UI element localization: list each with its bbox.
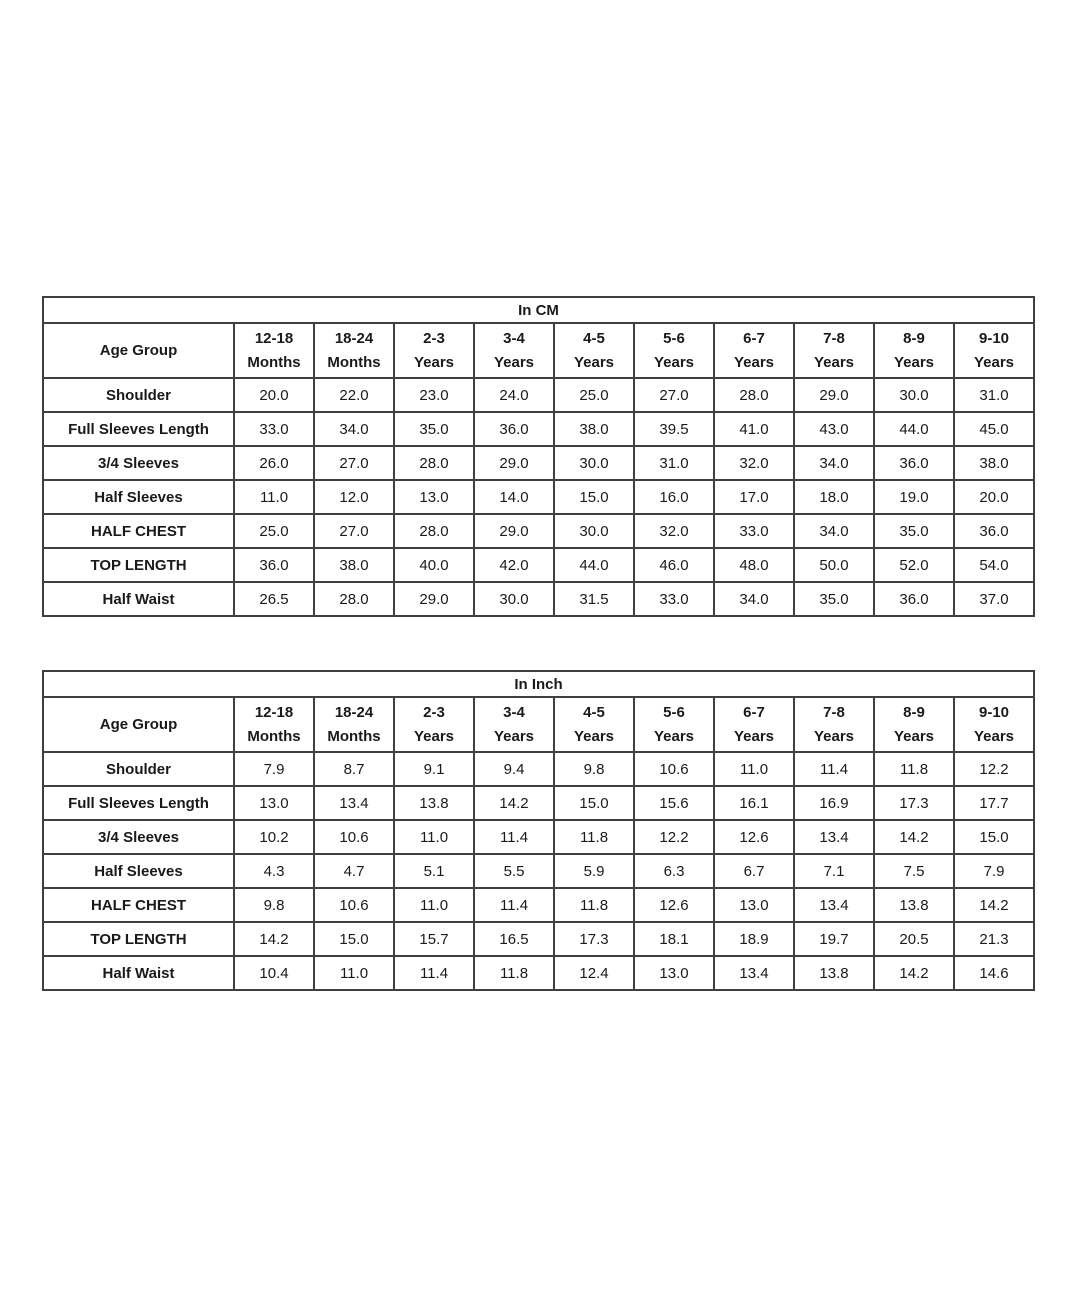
measurement-cell: 33.0 [714,514,794,548]
measurement-cell: 31.0 [634,446,714,480]
measurement-cell: 7.1 [794,854,874,888]
measurement-cell: 5.9 [554,854,634,888]
measurement-cell: 36.0 [234,548,314,582]
column-header-line2: Years [973,353,1015,371]
row-label: Half Sleeves [43,854,234,888]
measurement-cell: 20.0 [234,378,314,412]
column-header [554,697,634,752]
column-header [714,697,794,752]
column-header-line2: Years [573,727,615,745]
measurement-cell: 13.4 [794,888,874,922]
measurement-cell: 38.0 [954,446,1034,480]
measurement-cell: 44.0 [554,548,634,582]
column-header-line1: 6-7 [743,329,765,347]
measurement-cell: 38.0 [554,412,634,446]
table-title-row [43,671,1034,697]
measurement-cell: 11.8 [554,820,634,854]
measurement-cell: 39.5 [634,412,714,446]
row-label: Shoulder [43,378,234,412]
column-header [314,323,394,378]
measurement-cell: 9.4 [474,752,554,786]
table-title: In Inch [43,671,1034,697]
measurement-cell: 12.4 [554,956,634,990]
measurement-cell: 18.9 [714,922,794,956]
size-table-cm [42,296,1035,617]
measurement-cell: 14.2 [474,786,554,820]
column-header-line2: Years [973,727,1015,745]
measurement-cell: 18.1 [634,922,714,956]
measurement-cell: 12.6 [634,888,714,922]
column-header-line1: 5-6 [663,703,685,721]
measurement-cell: 34.0 [794,446,874,480]
row-label: Half Waist [43,582,234,616]
column-header [954,323,1034,378]
column-header-line1: 2-3 [423,329,445,347]
measurement-cell: 31.5 [554,582,634,616]
age-group-header: Age Group [43,323,234,378]
measurement-cell: 14.2 [874,956,954,990]
table-row [43,548,1034,582]
measurement-cell: 18.0 [794,480,874,514]
column-header [554,323,634,378]
measurement-cell: 11.4 [394,956,474,990]
measurement-cell: 31.0 [954,378,1034,412]
column-header [634,697,714,752]
measurement-cell: 45.0 [954,412,1034,446]
measurement-cell: 34.0 [314,412,394,446]
column-header-line1: 3-4 [503,329,525,347]
measurement-cell: 10.2 [234,820,314,854]
column-header [874,697,954,752]
measurement-cell: 4.3 [234,854,314,888]
column-header [394,697,474,752]
column-header-line1: 18-24 [334,703,374,721]
measurement-cell: 11.4 [474,820,554,854]
column-header-line2: Years [413,727,455,745]
measurement-cell: 41.0 [714,412,794,446]
measurement-cell: 13.0 [234,786,314,820]
measurement-cell: 11.4 [474,888,554,922]
column-header-line1: 9-10 [978,703,1010,721]
measurement-cell: 13.4 [314,786,394,820]
measurement-cell: 17.3 [874,786,954,820]
measurement-cell: 11.0 [314,956,394,990]
column-header-line1: 6-7 [743,703,765,721]
measurement-cell: 4.7 [314,854,394,888]
measurement-cell: 16.0 [634,480,714,514]
row-label: TOP LENGTH [43,922,234,956]
measurement-cell: 52.0 [874,548,954,582]
measurement-cell: 13.0 [634,956,714,990]
measurement-cell: 17.3 [554,922,634,956]
column-header [794,697,874,752]
measurement-cell: 11.0 [234,480,314,514]
measurement-cell: 6.7 [714,854,794,888]
column-header-line1: 12-18 [254,703,294,721]
measurement-cell: 40.0 [394,548,474,582]
measurement-cell: 17.7 [954,786,1034,820]
table-row [43,854,1034,888]
column-header [634,323,714,378]
measurement-cell: 35.0 [794,582,874,616]
table-row [43,820,1034,854]
measurement-cell: 33.0 [634,582,714,616]
measurement-cell: 13.4 [794,820,874,854]
measurement-cell: 13.8 [874,888,954,922]
measurement-cell: 15.0 [954,820,1034,854]
measurement-cell: 6.3 [634,854,714,888]
measurement-cell: 48.0 [714,548,794,582]
column-header-line2: Years [733,353,775,371]
measurement-cell: 9.8 [554,752,634,786]
measurement-cell: 35.0 [394,412,474,446]
measurement-cell: 50.0 [794,548,874,582]
measurement-cell: 29.0 [474,514,554,548]
column-header-line2: Years [493,727,535,745]
column-header [474,323,554,378]
measurement-cell: 19.0 [874,480,954,514]
column-header [874,323,954,378]
column-header-line1: 9-10 [978,329,1010,347]
measurement-cell: 11.8 [554,888,634,922]
measurement-cell: 22.0 [314,378,394,412]
measurement-cell: 13.8 [794,956,874,990]
measurement-cell: 15.0 [554,480,634,514]
measurement-cell: 25.0 [234,514,314,548]
table-row [43,446,1034,480]
measurement-cell: 12.2 [634,820,714,854]
column-header [234,697,314,752]
table-title: In CM [43,297,1034,323]
measurement-cell: 12.0 [314,480,394,514]
column-header-line2: Months [327,727,381,745]
table-row [43,412,1034,446]
measurement-cell: 29.0 [794,378,874,412]
measurement-cell: 36.0 [954,514,1034,548]
measurement-cell: 14.2 [234,922,314,956]
column-header-line1: 7-8 [823,703,845,721]
measurement-cell: 25.0 [554,378,634,412]
measurement-cell: 28.0 [314,582,394,616]
column-header [794,323,874,378]
measurement-cell: 27.0 [314,514,394,548]
measurement-cell: 42.0 [474,548,554,582]
column-header [474,697,554,752]
table-header-row [43,323,1034,378]
row-label: HALF CHEST [43,888,234,922]
measurement-cell: 15.0 [314,922,394,956]
column-header [954,697,1034,752]
measurement-cell: 54.0 [954,548,1034,582]
column-header-line1: 7-8 [823,329,845,347]
measurement-cell: 28.0 [714,378,794,412]
measurement-cell: 14.2 [874,820,954,854]
column-header-line2: Years [813,353,855,371]
measurement-cell: 36.0 [474,412,554,446]
measurement-cell: 13.0 [394,480,474,514]
measurement-cell: 24.0 [474,378,554,412]
measurement-cell: 14.2 [954,888,1034,922]
measurement-cell: 13.4 [714,956,794,990]
measurement-cell: 16.1 [714,786,794,820]
column-header [714,323,794,378]
measurement-cell: 8.7 [314,752,394,786]
measurement-cell: 5.1 [394,854,474,888]
table-row [43,956,1034,990]
measurement-cell: 10.6 [314,888,394,922]
measurement-cell: 30.0 [874,378,954,412]
measurement-cell: 34.0 [794,514,874,548]
measurement-cell: 16.5 [474,922,554,956]
column-header-line1: 18-24 [334,329,374,347]
measurement-cell: 17.0 [714,480,794,514]
measurement-cell: 11.8 [474,956,554,990]
table-row [43,378,1034,412]
measurement-cell: 30.0 [554,446,634,480]
column-header [234,323,314,378]
measurement-cell: 38.0 [314,548,394,582]
row-label: TOP LENGTH [43,548,234,582]
measurement-cell: 11.0 [394,888,474,922]
measurement-cell: 29.0 [394,582,474,616]
column-header-line2: Years [413,353,455,371]
measurement-cell: 32.0 [714,446,794,480]
row-label: Shoulder [43,752,234,786]
table-row [43,922,1034,956]
measurement-cell: 20.0 [954,480,1034,514]
measurement-cell: 10.6 [634,752,714,786]
measurement-cell: 36.0 [874,446,954,480]
column-header-line1: 3-4 [503,703,525,721]
measurement-cell: 26.5 [234,582,314,616]
measurement-cell: 35.0 [874,514,954,548]
table-row [43,752,1034,786]
column-header-line2: Years [653,727,695,745]
measurement-cell: 29.0 [474,446,554,480]
measurement-cell: 36.0 [874,582,954,616]
column-header-line1: 4-5 [583,329,605,347]
column-header-line2: Years [573,353,615,371]
column-header-line1: 8-9 [903,329,925,347]
column-header-line2: Years [653,353,695,371]
column-header-line2: Years [893,727,935,745]
measurement-cell: 9.8 [234,888,314,922]
measurement-cell: 34.0 [714,582,794,616]
column-header-line1: 12-18 [254,329,294,347]
column-header-line2: Years [733,727,775,745]
measurement-cell: 14.6 [954,956,1034,990]
measurement-cell: 11.8 [874,752,954,786]
measurement-cell: 23.0 [394,378,474,412]
column-header [394,323,474,378]
measurement-cell: 7.9 [954,854,1034,888]
table-header-row [43,697,1034,752]
size-table-inch [42,670,1035,991]
measurement-cell: 13.0 [714,888,794,922]
column-header-line1: 5-6 [663,329,685,347]
measurement-cell: 10.6 [314,820,394,854]
measurement-cell: 28.0 [394,514,474,548]
table-title-row [43,297,1034,323]
row-label: Full Sleeves Length [43,786,234,820]
column-header-line2: Years [493,353,535,371]
column-header-line2: Months [247,727,301,745]
column-header-line2: Years [813,727,855,745]
measurement-cell: 10.4 [234,956,314,990]
measurement-cell: 30.0 [474,582,554,616]
measurement-cell: 28.0 [394,446,474,480]
row-label: 3/4 Sleeves [43,446,234,480]
column-header-line2: Months [247,353,301,371]
measurement-cell: 11.0 [394,820,474,854]
table-row [43,582,1034,616]
measurement-cell: 20.5 [874,922,954,956]
table-row [43,514,1034,548]
measurement-cell: 21.3 [954,922,1034,956]
measurement-cell: 11.0 [714,752,794,786]
column-header-line1: 4-5 [583,703,605,721]
measurement-cell: 15.6 [634,786,714,820]
measurement-cell: 5.5 [474,854,554,888]
measurement-cell: 7.5 [874,854,954,888]
measurement-cell: 27.0 [634,378,714,412]
measurement-cell: 15.0 [554,786,634,820]
column-header-line2: Months [327,353,381,371]
age-group-header: Age Group [43,697,234,752]
row-label: HALF CHEST [43,514,234,548]
measurement-cell: 44.0 [874,412,954,446]
measurement-cell: 13.8 [394,786,474,820]
row-label: Full Sleeves Length [43,412,234,446]
column-header-line1: 2-3 [423,703,445,721]
column-header [314,697,394,752]
row-label: 3/4 Sleeves [43,820,234,854]
measurement-cell: 33.0 [234,412,314,446]
measurement-cell: 12.2 [954,752,1034,786]
measurement-cell: 19.7 [794,922,874,956]
measurement-cell: 11.4 [794,752,874,786]
row-label: Half Waist [43,956,234,990]
measurement-cell: 7.9 [234,752,314,786]
measurement-cell: 32.0 [634,514,714,548]
measurement-cell: 9.1 [394,752,474,786]
measurement-cell: 30.0 [554,514,634,548]
measurement-cell: 37.0 [954,582,1034,616]
measurement-cell: 14.0 [474,480,554,514]
measurement-cell: 15.7 [394,922,474,956]
measurement-cell: 16.9 [794,786,874,820]
table-row [43,480,1034,514]
measurement-cell: 27.0 [314,446,394,480]
row-label: Half Sleeves [43,480,234,514]
measurement-cell: 12.6 [714,820,794,854]
column-header-line2: Years [893,353,935,371]
table-row [43,888,1034,922]
table-row [43,786,1034,820]
column-header-line1: 8-9 [903,703,925,721]
measurement-cell: 46.0 [634,548,714,582]
measurement-cell: 26.0 [234,446,314,480]
measurement-cell: 43.0 [794,412,874,446]
